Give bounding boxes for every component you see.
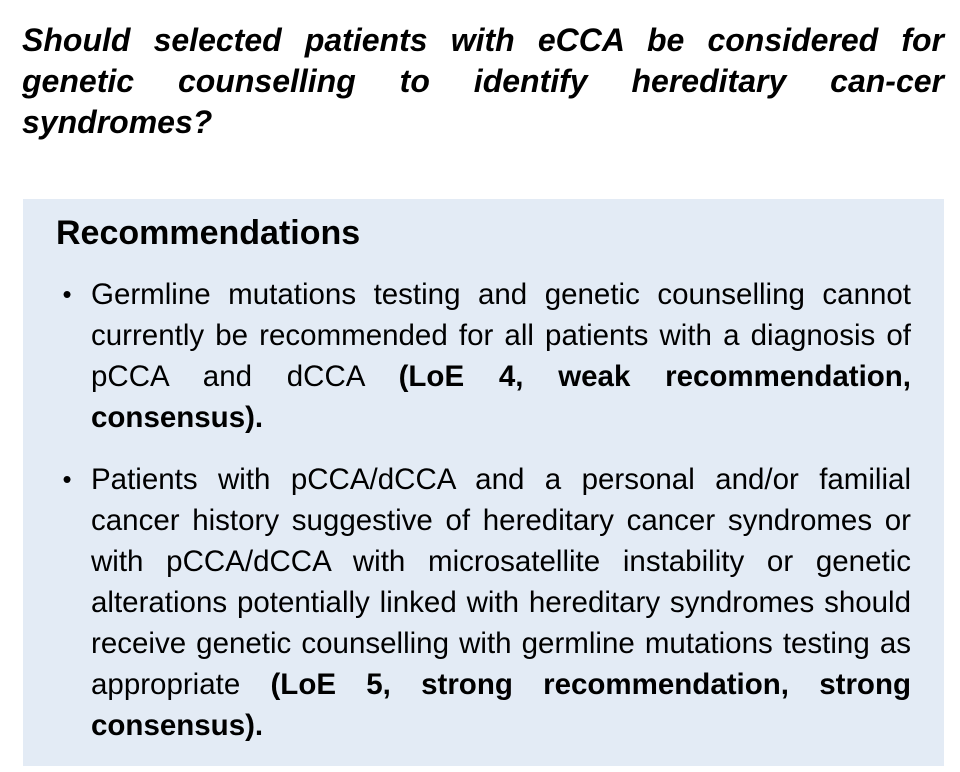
recommendations-title: Recommendations — [56, 214, 361, 252]
recommendation-text: Patients with pCCA/dCCA and a personal and/or familial cancer history suggestive of hereditary cancer syndromes or with pCCA/dCCA with microsatellite instability or genetic alterations potentially linked with hereditary syndromes should receive genetic counselling with germline mutations testing as appropriate — [91, 463, 911, 701]
recommendations-list — [23, 274, 944, 767]
recommendation-item — [23, 459, 944, 746]
recommendations-box — [23, 199, 944, 766]
question-heading: Should selected patients with eCCA be considered for genetic counselling to identify hereditary can-cer syndromes? — [22, 22, 944, 140]
recommendation-text: Germline mutations testing and genetic counselling cannot currently be recommended for all patients with a diagnosis of pCCA and dCCA — [91, 278, 911, 393]
bullet-icon: • — [62, 464, 72, 494]
recommendation-strength: (LoE 4, weak recommendation, consensus). — [91, 360, 911, 434]
recommendation-strength: (LoE 5, strong recommendation, strong consensus). — [91, 668, 911, 742]
recommendation-item — [23, 274, 944, 438]
bullet-icon: • — [62, 279, 72, 309]
